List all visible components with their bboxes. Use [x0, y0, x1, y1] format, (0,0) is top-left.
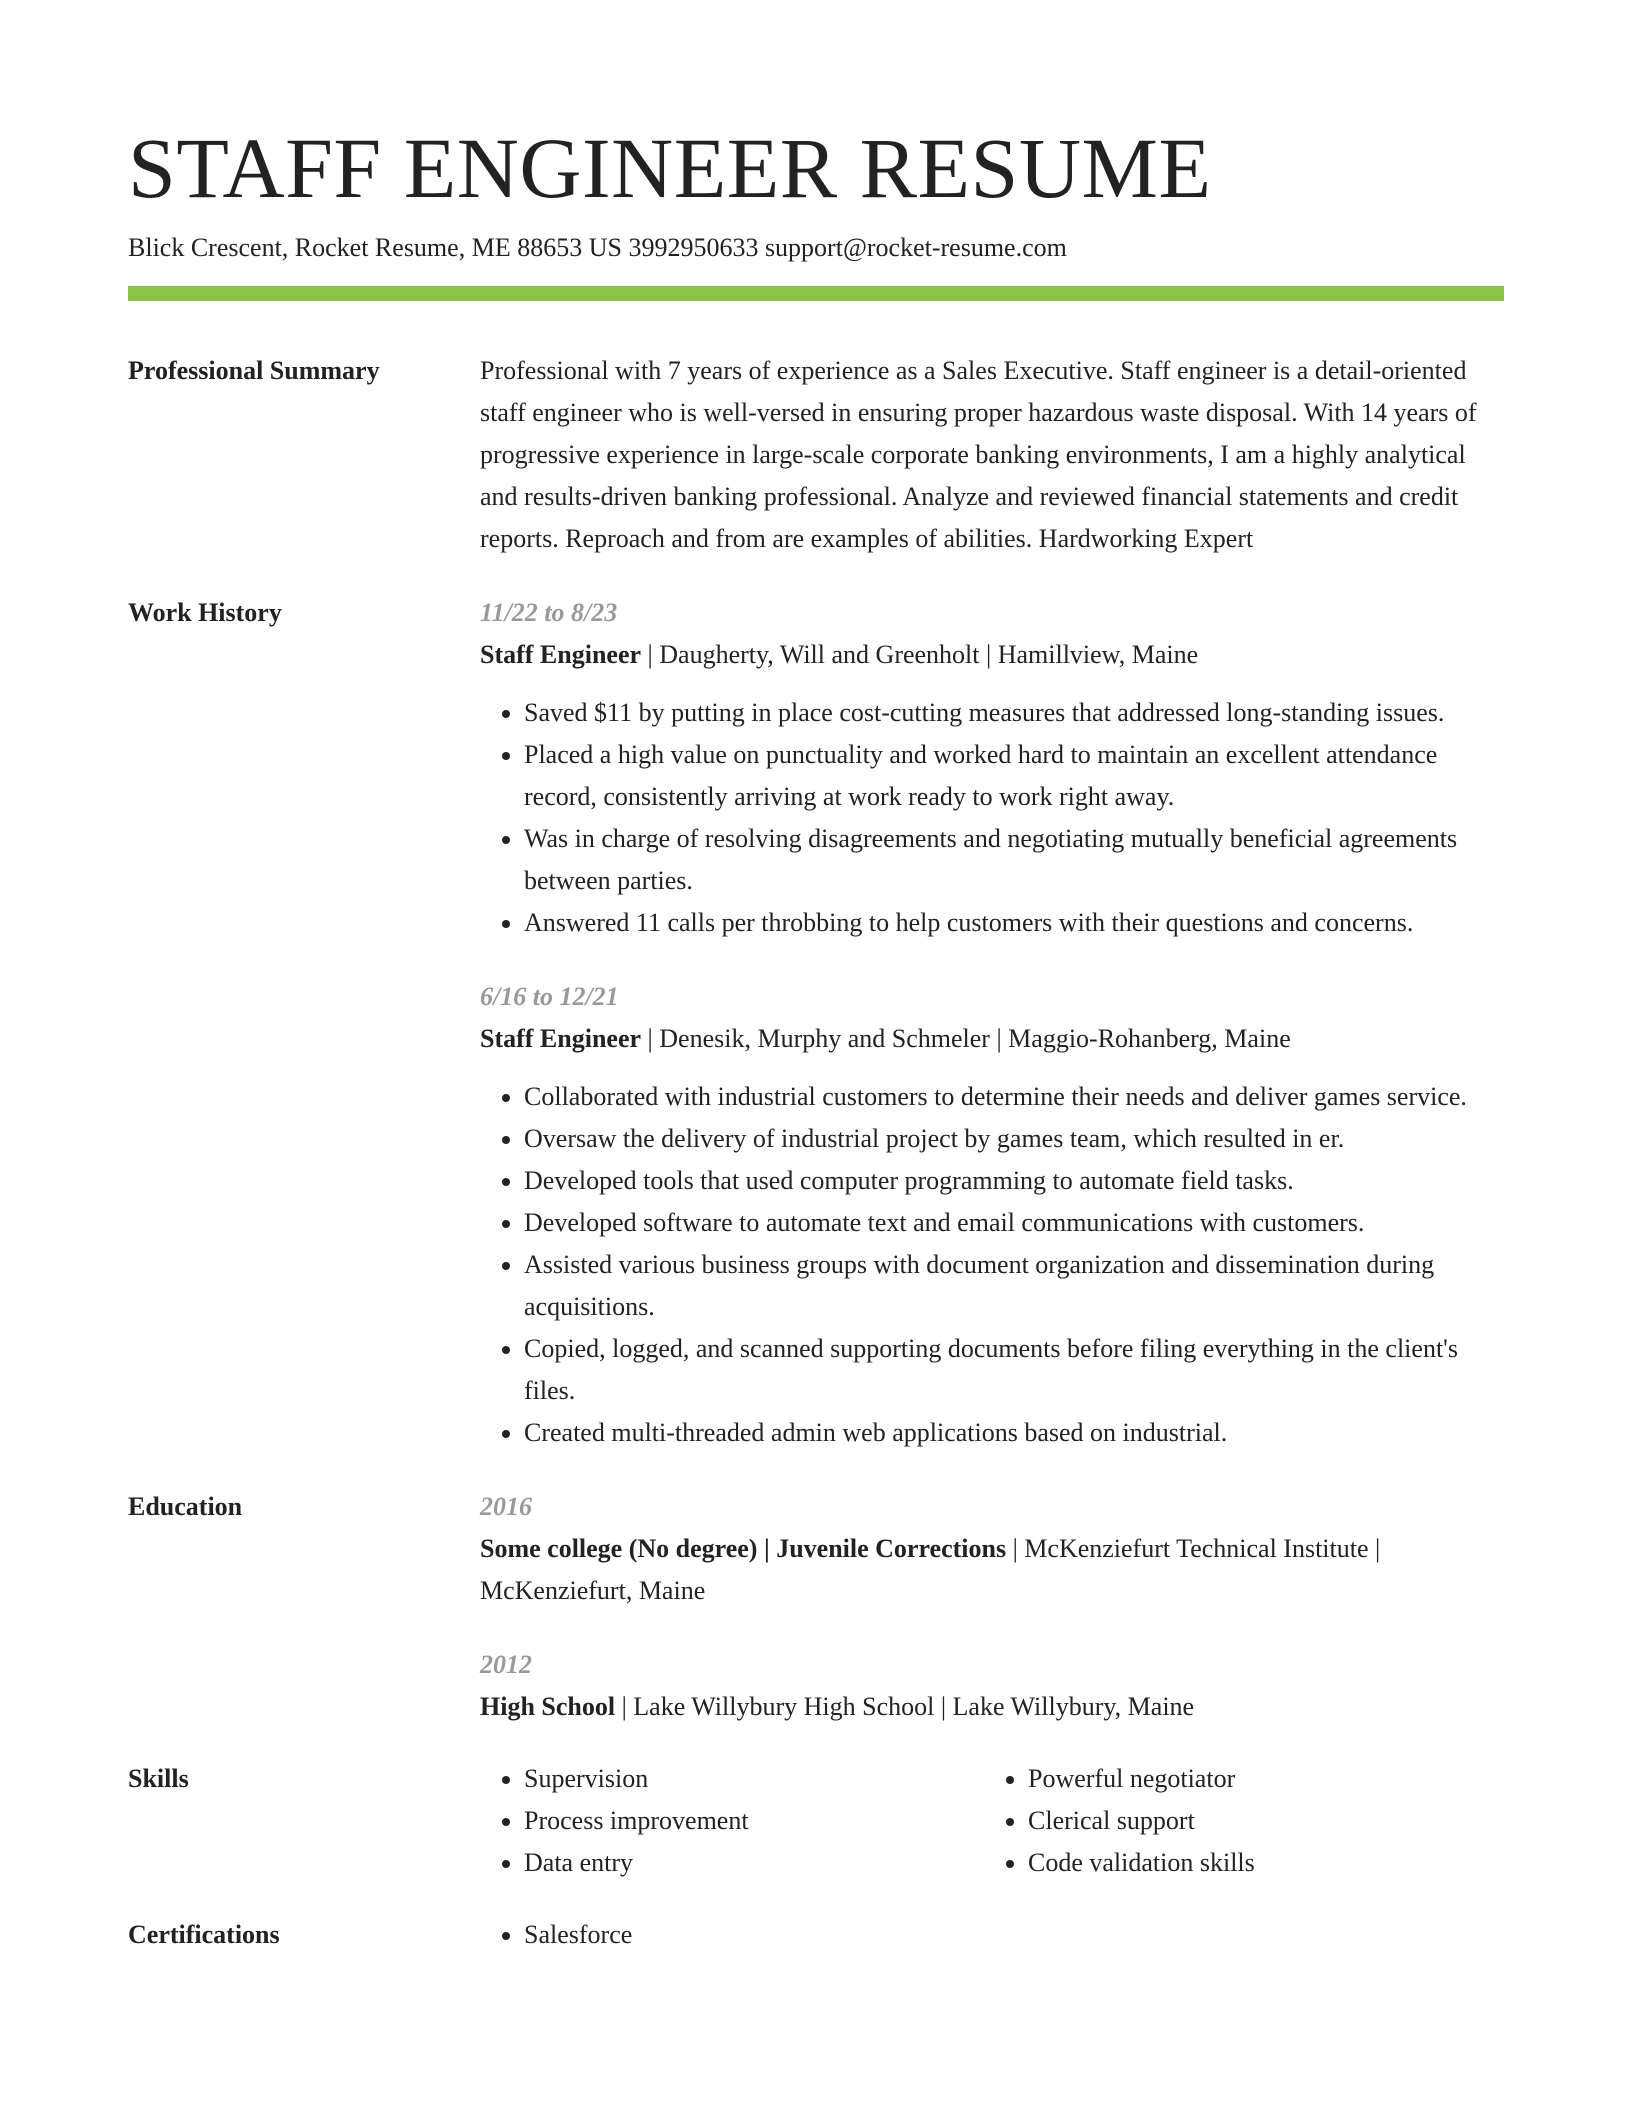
- resume-title: STAFF ENGINEER RESUME: [128, 120, 1212, 216]
- job-bullet: • Developed software to automate text and email communications with customers.: [524, 1202, 1504, 1244]
- job-role: Staff Engineer: [480, 1024, 642, 1053]
- resume-page: [128, 118, 1504, 1956]
- job-dates: 6/16 to 12/21: [480, 982, 619, 1011]
- job-bullet: • Saved $11 by putting in place cost-cutting measures that addressed long-standing issues.: [524, 692, 1504, 734]
- contact-address: Blick Crescent, Rocket Resume, ME 88653 US: [128, 233, 622, 262]
- certifications-list: [480, 1914, 1504, 1956]
- contact-phone: 3992950633: [628, 233, 759, 262]
- certifications-heading: Certifications: [128, 1920, 280, 1949]
- education-body: [480, 1486, 1504, 1728]
- job-role: Staff Engineer: [480, 640, 642, 669]
- education-section: [128, 1486, 1504, 1728]
- work-history-body: [480, 592, 1504, 1454]
- skills-column-left: [480, 1758, 984, 1884]
- job-bullet: • Assisted various business groups with document organization and dissemination during acquisitions.: [524, 1244, 1504, 1328]
- work-history-heading: Work History: [128, 598, 282, 627]
- job-bullet: • Placed a high value on punctuality and worked hard to maintain an excellent attendance record, consistently arriving at work ready to work right away.: [524, 734, 1504, 818]
- job-title-line: [480, 634, 1504, 676]
- skills-section: [128, 1758, 1504, 1884]
- education-school-location: | Lake Willybury High School | Lake Willybury, Maine: [615, 1692, 1195, 1721]
- education-year: 2012: [480, 1650, 532, 1679]
- skills-grid: [480, 1758, 1504, 1884]
- education-entry: [480, 1644, 1504, 1728]
- accent-divider: [128, 286, 1504, 301]
- job-dates: 11/22 to 8/23: [480, 598, 618, 627]
- job-entry: [480, 592, 1504, 944]
- education-year: 2016: [480, 1492, 532, 1521]
- contact-line: [128, 230, 1504, 266]
- summary-text: Professional with 7 years of experience as a Sales Executive. Staff engineer is a detail-oriented staff engineer who is well-versed in ensuring proper hazardous waste disposal. With 14 years of progressive experience in large-scale corporate banking environments, I am a highly analytical and results-driven banking professional. Analyze and reviewed financial statements and credit reports. Reproach and from are examples of abilities. Hardworking Expert: [480, 356, 1477, 553]
- skills-heading: Skills: [128, 1764, 189, 1793]
- skill-item: • Data entry: [524, 1842, 984, 1884]
- certification-item: • Salesforce: [524, 1914, 1504, 1956]
- job-bullet: • Copied, logged, and scanned supporting documents before filing everything in the client's files.: [524, 1328, 1504, 1412]
- contact-email[interactable]: support@rocket-resume.com: [764, 233, 1067, 262]
- job-company-location: | Denesik, Murphy and Schmeler | Maggio-Rohanberg, Maine: [641, 1024, 1291, 1053]
- education-line: [480, 1528, 1504, 1612]
- job-bullet: • Was in charge of resolving disagreements and negotiating mutually beneficial agreements between parties.: [524, 818, 1504, 902]
- education-line: [480, 1686, 1504, 1728]
- job-title-line: [480, 1018, 1504, 1060]
- certifications-section: [128, 1914, 1504, 1956]
- skill-item: • Powerful negotiator: [1028, 1758, 1488, 1800]
- job-bullet: • Created multi-threaded admin web applications based on industrial.: [524, 1412, 1504, 1454]
- job-bullet: • Answered 11 calls per throbbing to help customers with their questions and concerns.: [524, 902, 1504, 944]
- job-bullets: [480, 1076, 1504, 1454]
- education-heading: Education: [128, 1492, 243, 1521]
- skill-item: • Supervision: [524, 1758, 984, 1800]
- skills-column-right: [984, 1758, 1488, 1884]
- job-bullet: • Oversaw the delivery of industrial project by games team, which resulted in er.: [524, 1118, 1504, 1160]
- certifications-body: [480, 1914, 1504, 1956]
- skill-item: • Code validation skills: [1028, 1842, 1488, 1884]
- education-entry: [480, 1486, 1504, 1612]
- job-bullet: • Collaborated with industrial customers to determine their needs and deliver games service.: [524, 1076, 1504, 1118]
- work-history-section: [128, 592, 1504, 1454]
- job-company-location: | Daugherty, Will and Greenholt | Hamillview, Maine: [641, 640, 1199, 669]
- summary-section: [128, 350, 1504, 560]
- education-school-location: | McKenziefurt Technical Institute | McKenziefurt, Maine: [480, 1534, 1381, 1605]
- skill-item: • Clerical support: [1028, 1800, 1488, 1842]
- summary-heading: Professional Summary: [128, 356, 380, 385]
- skill-item: • Process improvement: [524, 1800, 984, 1842]
- job-bullets: [480, 692, 1504, 944]
- job-bullet: • Developed tools that used computer programming to automate field tasks.: [524, 1160, 1504, 1202]
- education-degree: High School: [480, 1692, 616, 1721]
- education-degree: Some college (No degree) | Juvenile Corrections: [480, 1534, 1007, 1563]
- job-entry: [480, 976, 1504, 1454]
